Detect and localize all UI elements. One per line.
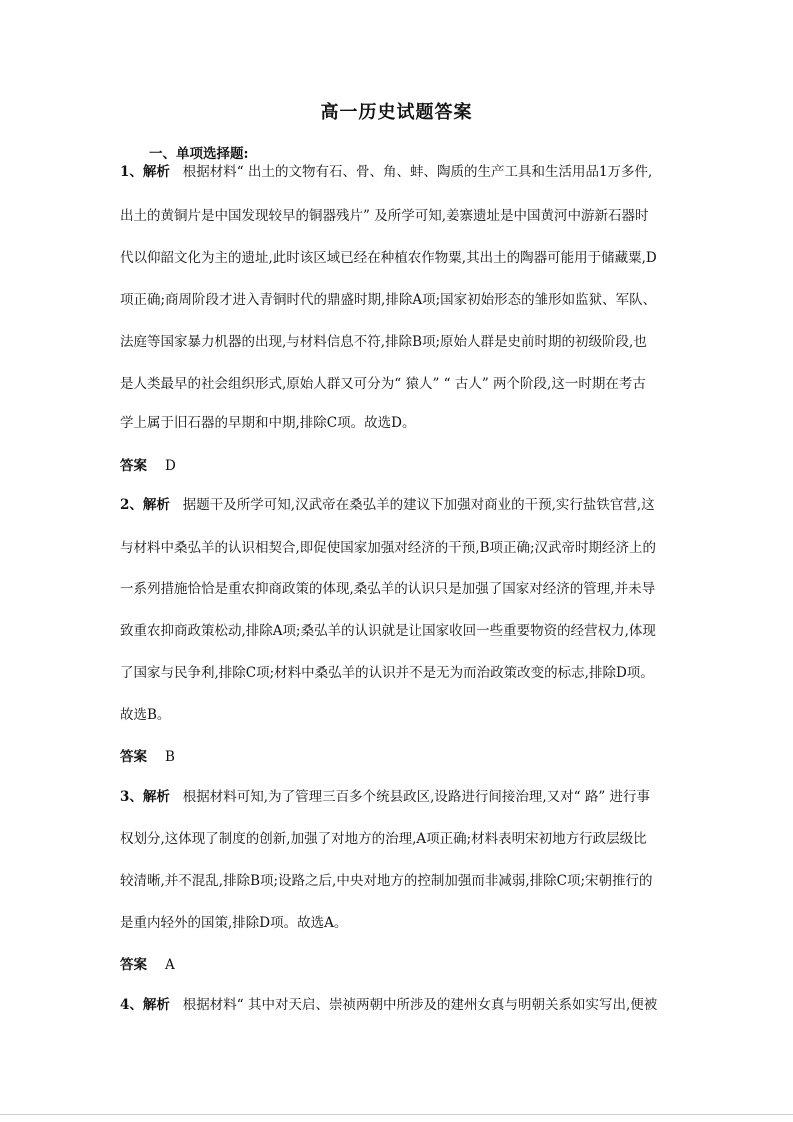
q4-number: 4、解析 [120,997,170,1013]
section-heading: 一、单项选择题: [149,146,249,162]
q1-line-6: 是人类最早的社会组织形式,原始人群又可分为“ 猿人” “ 古人” 两个阶段,这一时期在考古 [120,376,646,392]
q3-line-4: 是重内轻外的国策,排除D项。故选A。 [120,915,348,931]
q1-line-7: 学上属于旧石器的早期和中期,排除C项。故选D。 [120,415,416,431]
q4-line-1 [120,996,680,1014]
page-bottom-rule [0,1114,793,1115]
q2-line-2: 与材料中桑弘羊的认识相契合,即促使国家加强对经济的干预,B项正确;汉武帝时期经济上的 [120,540,657,556]
q1-line-3: 代以仰韶文化为主的遗址,此时该区域已经在种植农作物粟,其出土的陶器可能用于储藏粟,D [120,250,657,266]
q3-line-3: 较清晰,并不混乱,排除B项;设路之后,中央对地方的控制加强而非减弱,排除C项;宋朝推行的 [120,873,653,889]
page-title: 高一历史试题答案 [320,102,473,123]
q3-number: 3、解析 [120,789,170,805]
q1-answer [120,457,680,475]
q4-text-1: 根据材料“ 其中对天启、崇祯两朝中所涉及的建州女真与明朝关系如实写出,便被 [182,997,658,1013]
q2-line-3: 一系列措施恰恰是重农抑商政策的体现,桑弘羊的认识只是加强了国家对经济的管理,并未导 [120,581,656,597]
q1-line-4: 项正确;商周阶段才进入青铜时代的鼎盛时期,排除A项;国家初始形态的雏形如监狱、军队、 [120,292,657,308]
q3-answer-value: A [165,957,175,973]
q1-answer-value: D [165,458,176,474]
q2-number: 2、解析 [120,497,170,513]
q2-answer [120,748,680,766]
q3-line-1 [120,788,680,806]
q2-text-1: 据题干及所学可知,汉武帝在桑弘羊的建议下加强对商业的干预,实行盐铁官营,这 [182,497,655,513]
q2-line-6: 故选B。 [120,707,171,723]
q3-answer-label: 答案 [120,957,147,973]
q3-answer [120,956,680,974]
q2-line-1 [120,496,680,514]
q3-line-2: 权划分,这体现了制度的创新,加强了对地方的治理,A项正确;材料表明宋初地方行政层级比 [120,831,647,847]
q2-answer-value: B [165,749,175,765]
q1-text-1: 根据材料“ 出土的文物有石、骨、角、蚌、陶质的生产工具和生活用品1万多件, [182,164,653,180]
q2-answer-label: 答案 [120,749,147,765]
q1-number: 1、解析 [120,164,170,180]
q2-line-5: 了国家与民争利,排除C项;材料中桑弘羊的认识并不是无为而治政策改变的标志,排除D项。 [120,665,654,681]
q1-line-5: 法庭等国家暴力机器的出现,与材料信息不符,排除B项;原始人群是史前时期的初级阶段,也 [120,334,647,350]
q1-answer-label: 答案 [120,458,147,474]
q2-line-4: 致重农抑商政策松动,排除A项;桑弘羊的认识就是让国家收回一些重要物资的经营权力,体现 [120,623,656,639]
q1-line-1 [120,163,680,181]
q3-text-1: 根据材料可知,为了管理三百多个统县政区,设路进行间接治理,又对“ 路” 进行事 [182,789,651,805]
q1-line-2: 出土的黄铜片是中国发现较早的铜器残片” 及所学可知,姜寨遗址是中国黄河中游新石器时 [120,208,649,224]
